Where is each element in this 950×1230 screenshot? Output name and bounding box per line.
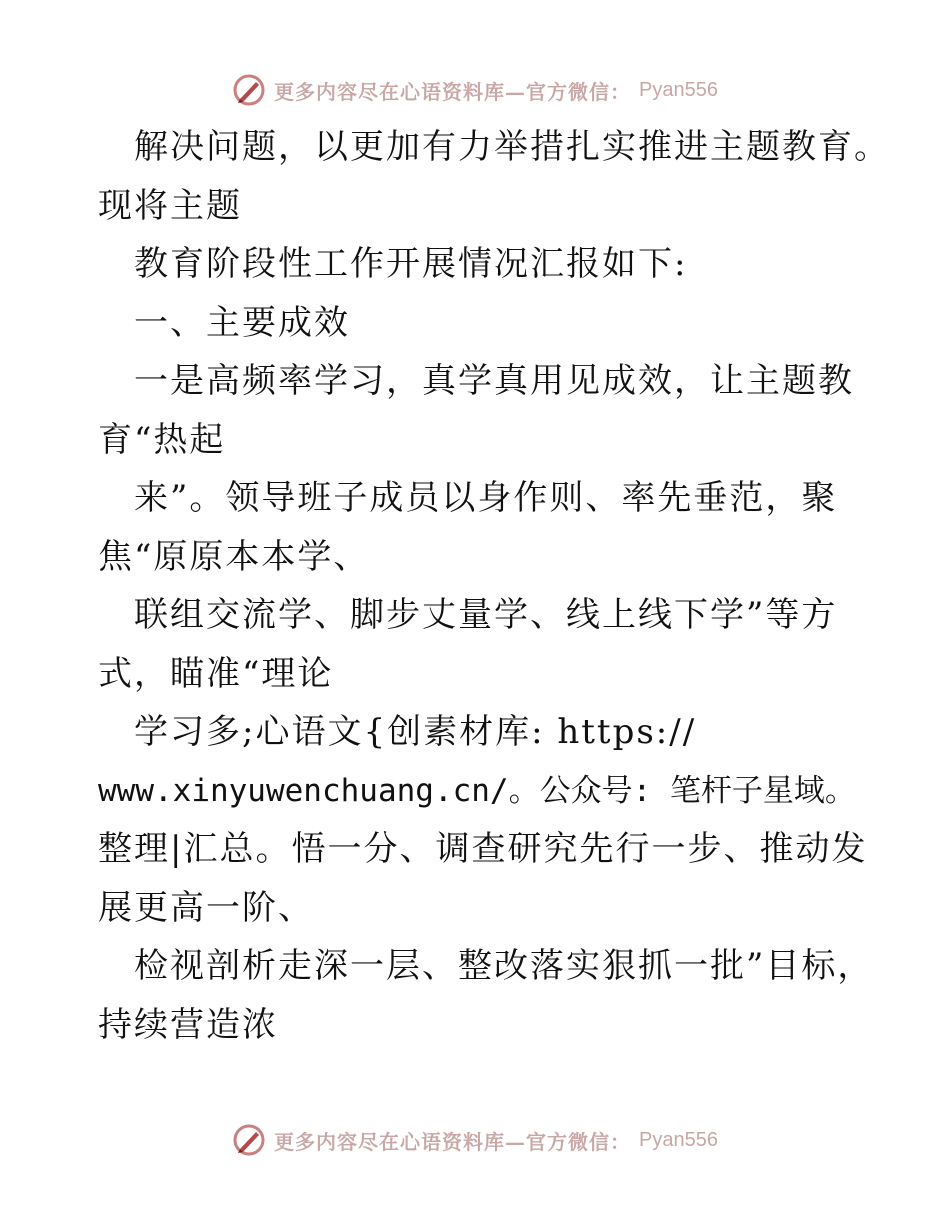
header-watermark (0, 70, 950, 110)
body-line: 展更高一阶、 (98, 887, 314, 928)
pen-seal-icon (232, 1123, 266, 1157)
watermark-account: Pyan556 (639, 1128, 718, 1151)
watermark-text: 更多内容尽在心语资料库—官方微信： (274, 79, 632, 104)
section-heading: 一、主要成效 (134, 302, 350, 343)
body-line: 来”。领导班子成员以身作则、率先垂范，聚 (134, 478, 838, 518)
footer-watermark (0, 1120, 950, 1160)
document-body (98, 118, 890, 1054)
body-line: 持续营造浓 (98, 1004, 278, 1045)
body-line: 式，瞄准“理论 (98, 653, 334, 694)
body-line: 解决问题，以更加有力举措扎实推进主题教育。 (134, 127, 890, 167)
body-line-url: www.xinyuwenchuang.cn/。公众号: 笔杆子星域。 (98, 772, 856, 809)
body-line: 现将主题 (98, 185, 242, 226)
watermark-account: Pyan556 (639, 78, 718, 101)
watermark-text: 更多内容尽在心语资料库—官方微信： (274, 1129, 632, 1154)
body-line: 检视剖析走深一层、整改落实狠抓一批”目标， (134, 946, 874, 986)
body-line: 焦“原原本本学、 (98, 536, 370, 577)
pen-seal-icon (232, 73, 266, 107)
body-line: 整理|汇总。悟一分、调查研究先行一步、推动发 (98, 829, 868, 869)
body-line: 教育阶段性工作开展情况汇报如下: (134, 244, 688, 284)
body-line: 学习多;心语文{创素材库: https:// (134, 712, 697, 752)
body-line: 一是高频率学习，真学真用见成效，让主题教 (134, 361, 854, 401)
body-line: 联组交流学、脚步丈量学、线上线下学”等方 (134, 595, 838, 635)
body-line: 育“热起 (98, 419, 226, 460)
